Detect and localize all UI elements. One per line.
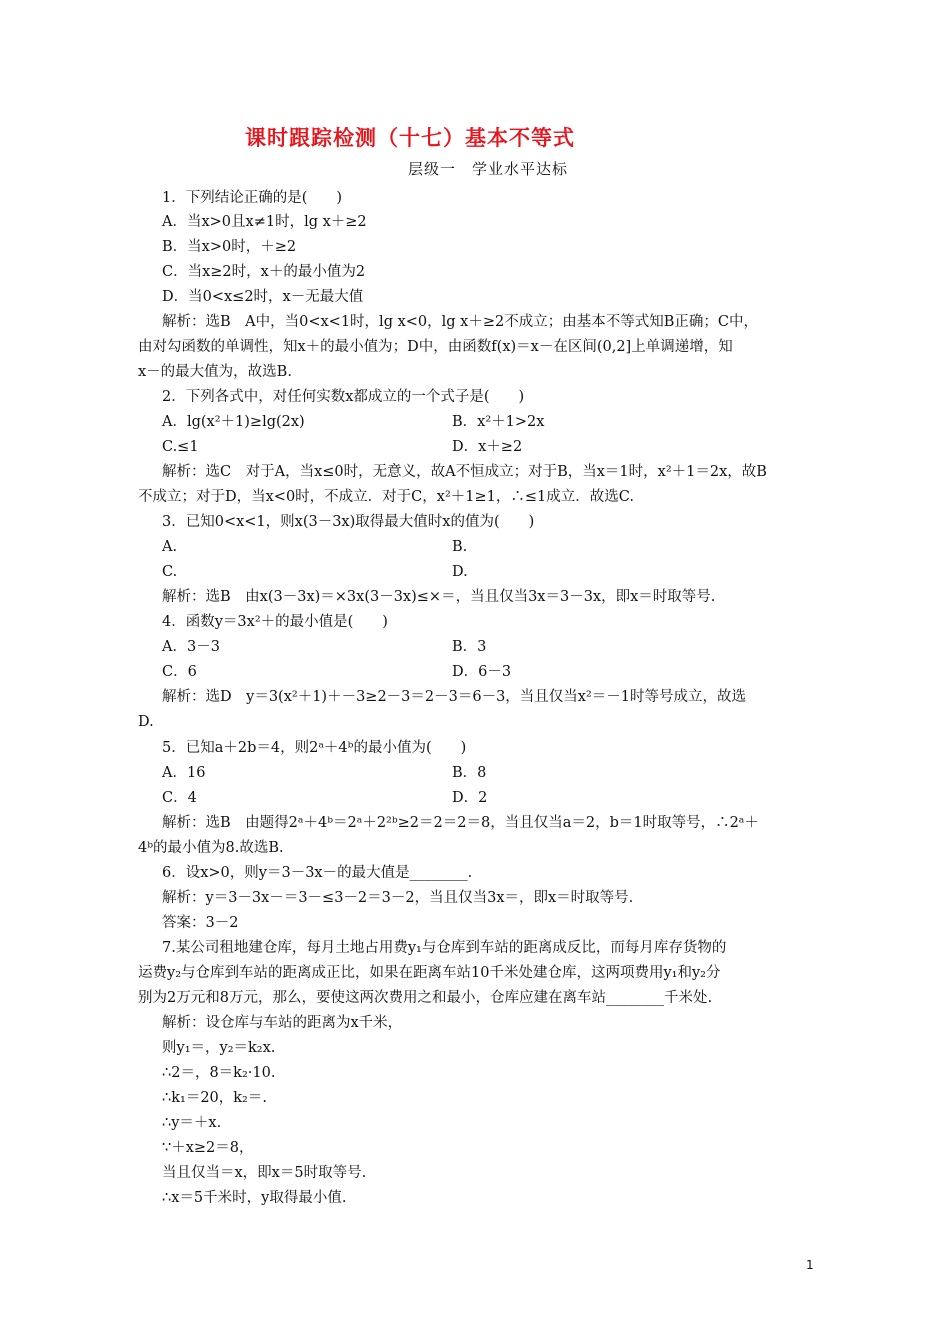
solution-4-line-2: D. [138, 714, 154, 730]
question-4: 4．函数y＝3x²＋的最小值是( ) [162, 614, 388, 630]
option-5a: A．16 [162, 765, 206, 781]
solution-7-line-4: ∴k₁＝20，k₂＝. [162, 1090, 267, 1106]
option-2c: C.≤1 [162, 439, 199, 455]
option-1b: B．当x>0时，＋≥2 [162, 239, 297, 255]
page-title: 课时跟踪检测（十七）基本不等式 [245, 125, 575, 150]
solution-4-line-1: 解析：选D y＝3(x²＋1)＋－3≥2－3＝2－3＝6－3，当且仅当x²＝－1时等号成立，故选 [162, 689, 747, 705]
solution-1-line-2: 由对勾函数的单调性，知x＋的最小值为；D中，由函数f(x)＝x－在区间(0,2]上单调递增，知 [138, 339, 733, 355]
option-1d: D．当0<x≤2时，x－无最大值 [162, 289, 364, 305]
section-subtitle: 层级一 学业水平达标 [408, 160, 569, 178]
option-1c: C．当x≥2时，x＋的最小值为2 [162, 264, 366, 280]
option-2d: D．x＋≥2 [452, 439, 523, 455]
option-3d: D. [452, 564, 468, 580]
question-6: 6．设x>0，则y＝3－3x－的最大值是________. [162, 865, 473, 881]
question-7-line-1: 7.某公司租地建仓库，每月土地占用费y₁与仓库到车站的距离成反比，而每月库存货物的 [162, 940, 727, 956]
solution-1-line-1: 解析：选B A中，当0<x<1时，lg x<0，lg x＋≥2不成立；由基本不等式知B正确；C中， [162, 314, 758, 330]
solution-7-line-2: 则y₁＝，y₂＝k₂x. [162, 1040, 276, 1056]
solution-7-line-7: 当且仅当＝x，即x＝5时取等号. [162, 1165, 367, 1181]
solution-7-line-8: ∴x＝5千米时，y取得最小值. [162, 1190, 347, 1206]
question-7-line-2: 运费y₂与仓库到车站的距离成正比，如果在距离车站10千米处建仓库，这两项费用y₁和y₂分 [138, 965, 721, 981]
answer-6: 答案：3－2 [162, 915, 239, 931]
option-2b: B．x²＋1>2x [452, 414, 545, 430]
option-5d: D．2 [452, 790, 488, 806]
option-4b: B．3 [452, 639, 487, 655]
option-3c: C. [162, 564, 178, 580]
solution-1-line-3: x－的最大值为，故选B. [138, 364, 292, 380]
page-number: 1 [806, 1258, 814, 1272]
option-4d: D．6－3 [452, 664, 512, 680]
question-3: 3．已知0<x<1，则x(3－3x)取得最大值时x的值为( ) [162, 514, 535, 530]
option-4c: C．6 [162, 664, 197, 680]
option-2a: A．lg(x²＋1)≥lg(2x) [162, 414, 305, 430]
question-2: 2．下列各式中，对任何实数x都成立的一个式子是( ) [162, 389, 525, 405]
solution-3: 解析：选B 由x(3－3x)＝×3x(3－3x)≤×＝，当且仅当3x＝3－3x，即x＝时取等号. [162, 589, 716, 605]
option-3a: A. [162, 539, 178, 555]
solution-2-line-2: 不成立；对于D，当x<0时，不成立．对于C，x²＋1≥1，∴≤1成立．故选C. [138, 489, 634, 505]
solution-7-line-3: ∴2＝，8＝k₂·10. [162, 1065, 276, 1081]
question-5: 5．已知a＋2b＝4，则2ᵃ＋4ᵇ的最小值为( ) [162, 740, 467, 756]
solution-5-line-1: 解析：选B 由题得2ᵃ＋4ᵇ＝2ᵃ＋2²ᵇ≥2＝2＝2＝8，当且仅当a＝2，b＝1时取等号，∴2ᵃ＋ [162, 815, 759, 831]
solution-7-line-1: 解析：设仓库与车站的距离为x千米， [162, 1015, 403, 1031]
solution-5-line-2: 4ᵇ的最小值为8.故选B. [138, 840, 284, 856]
solution-2-line-1: 解析：选C 对于A，当x≤0时，无意义，故A不恒成立；对于B，当x＝1时，x²＋1＝2x，故B [162, 464, 767, 480]
solution-6: 解析：y＝3－3x－＝3－≤3－2＝3－2，当且仅当3x＝，即x＝时取等号. [162, 890, 634, 906]
option-5b: B．8 [452, 765, 487, 781]
question-1: 1．下列结论正确的是( ) [162, 190, 343, 206]
question-7-line-3: 别为2万元和8万元，那么，要使这两次费用之和最小，仓库应建在离车站________千米处. [138, 990, 713, 1006]
solution-7-line-6: ∵＋x≥2＝8， [162, 1140, 254, 1156]
option-3b: B. [452, 539, 468, 555]
option-4a: A．3－3 [162, 639, 220, 655]
option-1a: A．当x>0且x≠1时，lg x＋≥2 [162, 214, 367, 230]
solution-7-line-5: ∴y＝＋x. [162, 1115, 222, 1131]
option-5c: C．4 [162, 790, 197, 806]
